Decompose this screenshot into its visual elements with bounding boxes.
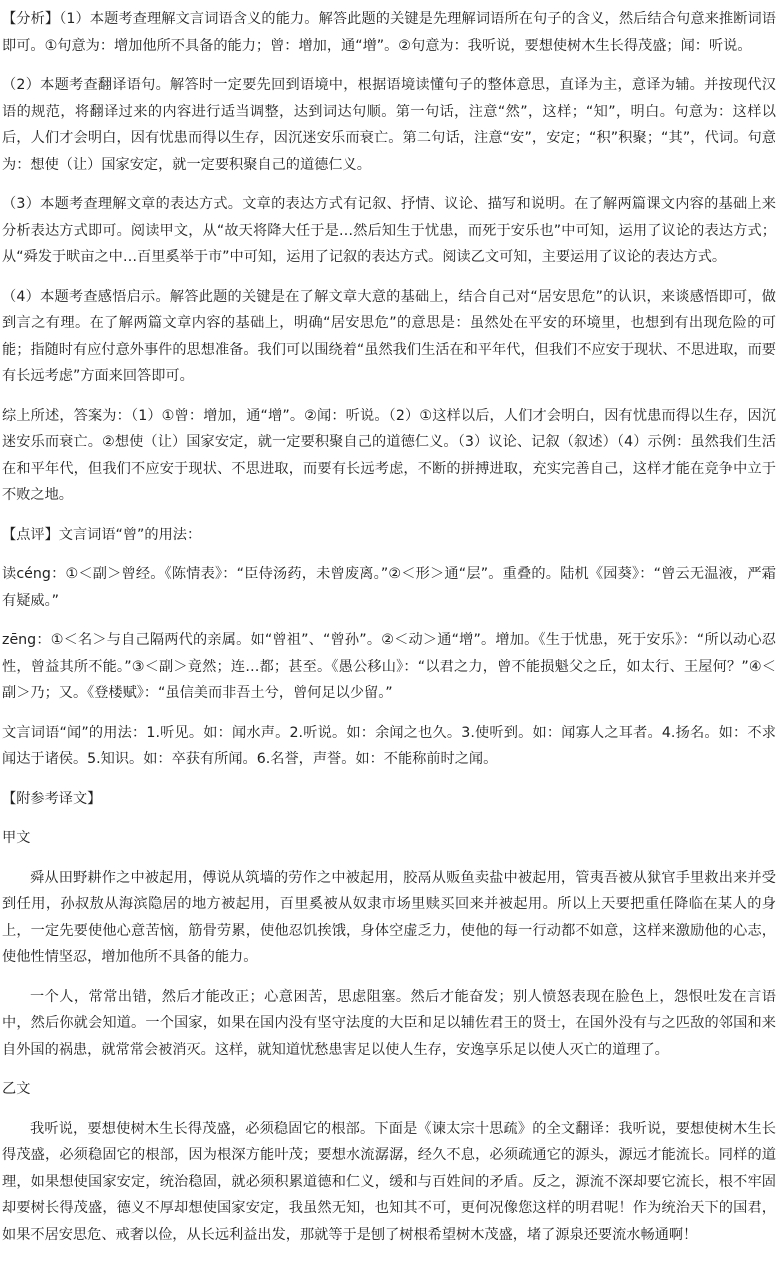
text-a-paragraph-1: 舜从田野耕作之中被起用，傅说从筑墙的劳作之中被起用，胶鬲从贩鱼卖盐中被起用，管夷吾被从狱官手里救出来并受到任用，孙叔敖从海滨隐居的地方被起用，百里奚被从奴隶市场里赎买回来并被起用。所以上天要把重任降临在某人的身上，一定先要使他心意苦恼，筋骨劳累，使他忍饥挨饿，身体空虚乏力，使他的每一行动都不如意，这样来激励他的心志，使他性情坚忍，增加他所不具备的能力。 bbox=[2, 869, 776, 965]
analysis-part-4: （4）本题考查感悟启示。解答此题的关键是在了解文章大意的基础上，结合自己对“居安思危”的认识，来谈感悟即可，做到言之有理。在了解两篇文章内容的基础上，明确“居安思危”的意思是：虽然处在平安的环境里，也想到有出现危险的可能；指随时有应付意外事件的思想准备。我们可以围绕着“虽然我们生活在和平年代，但我们不应安于现状、不思进取，而要有长远考虑”方面来回答即可。 bbox=[2, 288, 776, 384]
comment-wen-usage: 文言词语“闻”的用法：1.听见。如：闻水声。2.听说。如：余闻之也久。3.使听到。如：闻寡人之耳者。4.扬名。如：不求闻达于诸侯。5.知识。如：卒获有所闻。6.名誉，声誉。如：不能称前时之闻。 bbox=[2, 724, 776, 767]
comment-heading: 【点评】文言词语“曾”的用法： bbox=[2, 526, 202, 543]
analysis-part-2: （2）本题考查翻译语句。解答时一定要先回到语境中，根据语境读懂句子的整体意思，直译为主，意译为辅。并按现代汉语的规范，将翻译过来的内容进行适当调整，达到词达句顺。第一句话，注意“然”，这样；“知”，明白。句意为：这样以后，人们才会明白，因有忧患而得以生存，因沉迷安乐而衰亡。第二句话，注意“安”，安定；“积”积聚；“其”，代词。句意为：想使（让）国家安定，就一定要积聚自己的道德仁义。 bbox=[2, 77, 776, 173]
text-b-title: 乙文 bbox=[2, 1081, 31, 1097]
translation-heading: 【附参考译文】 bbox=[2, 790, 102, 807]
analysis-part-3: （3）本题考查理解文章的表达方式。文章的表达方式有记叙、抒情、议论、描写和说明。在了解两篇课文内容的基础上来分析表达方式即可。阅读甲文，从“故天将降大任于是…然后知生于忧患，而死于安乐也”中可知，运用了议论的表达方式；从“舜发于畎亩之中…百里奚举于市”中可知，运用了记叙的表达方式。阅读乙文可知，主要运用了议论的表达方式。 bbox=[2, 196, 776, 265]
text-b-paragraph-1: 我听说，要想使树木生长得茂盛，必须稳固它的根部。下面是《谏太宗十思疏》的全文翻译：我听说，要想使树木生长得茂盛，必须稳固它的根部，因为根深方能叶茂；要想水流潺潺，经久不息，必须疏通它的源头，源远才能流长。同样的道理，如果想使国家安定，统治稳固，就必须积累道德和仁义，缓和与百姓间的矛盾。反之，源流不深却要它流长，根不牢固却要树长得茂盛，德义不厚却想使国家安定，我虽然无知，也知其不可，更何况像您这样的明君呢！作为统治天下的国君，如果不居安思危、戒奢以俭，从长远利益出发，那就等于是刨了树根希望树木茂盛，堵了源泉还要流水畅通啊！ bbox=[2, 1120, 776, 1243]
comment-ceng-reading: 读céng：①＜副＞曾经。《陈情表》：“臣侍汤药，未曾废离。”②＜形＞通“层”。重叠的。陆机《园葵》：“曾云无温液，严霜有疑威。” bbox=[2, 566, 776, 609]
text-a-title: 甲文 bbox=[2, 830, 31, 846]
comment-zeng-reading: zēng：①＜名＞与自己隔两代的亲属。如“曾祖”、“曾孙”。②＜动＞通“增”。增加。《生于忧患，死于安乐》：“所以动心忍性，曾益其所不能。”③＜副＞竟然；连…都；甚至。《愚公移山》：“以君之力，曾不能损魁父之丘，如太行、王屋何？”④＜副＞乃；又。《登楼赋》：“虽信美而非吾土兮，曾何足以少留。” bbox=[2, 632, 776, 701]
text-a-paragraph-2: 一个人，常常出错，然后才能改正；心意困苦，思虑阻塞。然后才能奋发；别人愤怒表现在脸色上，怨恨吐发在言语中，然后你就会知道。一个国家，如果在国内没有坚守法度的大臣和足以辅佐君王的贤士，在国外没有与之匹敌的邻国和来自外国的祸患，就常常会被消灭。这样，就知道忧愁患害足以使人生存，安逸享乐足以使人灭亡的道理了。 bbox=[2, 988, 776, 1058]
analysis-part-1: 【分析】（1）本题考查理解文言词语含义的能力。解答此题的关键是先理解词语所在句子的含义，然后结合句意来推断词语即可。①句意为：增加他所不具备的能力；曾：增加，通“增”。②句意为：我听说，要想使树木生长得茂盛；闻：听说。 bbox=[2, 11, 776, 54]
answer-summary: 综上所述，答案为：（1）①曾：增加，通“增”。②闻：听说。（2）①这样以后，人们才会明白，因有忧患而得以生存，因沉迷安乐而衰亡。②想使（让）国家安定，就一定要积聚自己的道德仁义。（3）议论、记叙（叙述）（4）示例：虽然我们生活在和平年代，但我们不应安于现状、不思进取，而要有长远考虑，不断的拼搏进取，充实完善自己，这样才能在竞争中立于不败之地。 bbox=[2, 407, 776, 503]
